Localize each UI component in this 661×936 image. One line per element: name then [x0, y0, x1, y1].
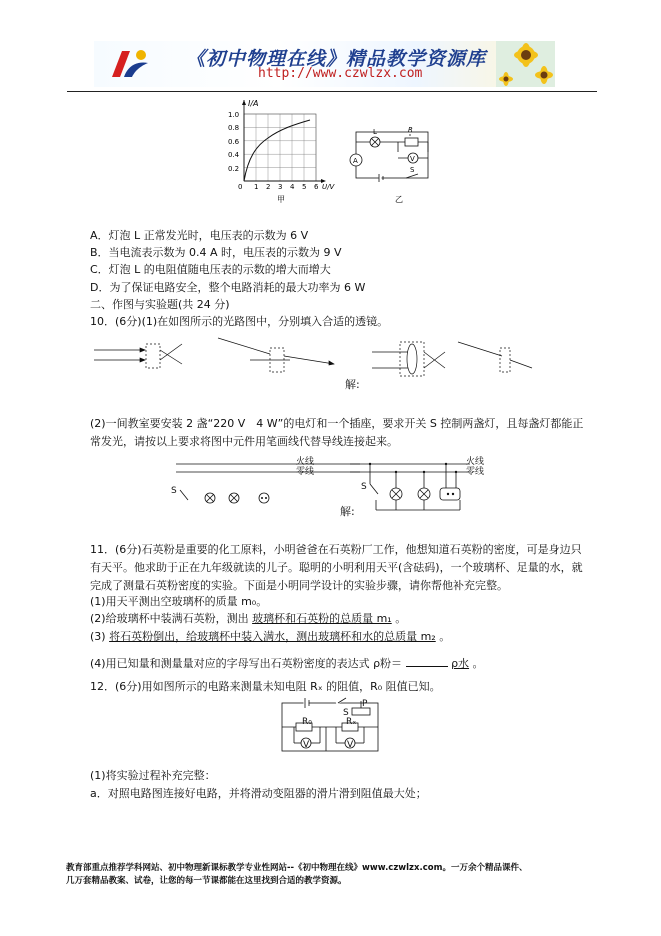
household-circuit-diagrams: [170, 456, 500, 518]
question-10-part-2: (2)一间教室要安装 2 盏“220 V 4 W”的电灯和一个插座，要求开关 S 控制两盏灯，且每盏灯都能正常发光，请按以上要求将图中元件用笔画线代替导线连接起来。: [90, 417, 584, 448]
q11-step-3-prefix: (3): [90, 630, 106, 643]
x-tick: 2: [266, 183, 271, 191]
voltmeter-label: V: [410, 155, 415, 163]
option-c: C．灯泡 L 的电阻值随电压表的示数的增大而增大: [90, 263, 331, 276]
banner-url[interactable]: http://www.czwlzx.com: [258, 66, 423, 81]
header-rule: [67, 91, 597, 92]
question-11-stem: 11．(6分)石英粉是重要的化工原料，小明爸爸在石英粉厂工作，他想知道石英粉的密度，可是身边只有天平。他求助于正在九年级就读的儿子。聪明的小明利用天平(含砝码)，一个玻璃杯、足量的水，就完成了测量石英粉密度的实验。下面是小明同学设计的实验步骤，请你帮他补充完整。: [90, 543, 583, 592]
q10-answer-label-2: 解:: [340, 505, 355, 518]
q11-step-3-answer: 将石英粉倒出，给玻璃杯中装入满水，测出玻璃杯和水的总质量 m₂: [109, 630, 436, 643]
y-tick: 0.8: [228, 124, 240, 132]
option-b: B．当电流表示数为 0.4 A 时，电压表的示数为 9 V: [90, 246, 342, 259]
ammeter-label: A: [353, 157, 358, 165]
y-tick: 0.6: [228, 138, 240, 146]
x-tick: 4: [290, 183, 295, 191]
q11-step-4-suffix: 。: [472, 657, 484, 670]
q11-step-2-prefix: (2)给玻璃杯中装满石英粉，测出: [90, 612, 249, 625]
switch-label: S: [410, 166, 415, 174]
y-tick: 0.2: [228, 165, 240, 173]
x-tick: 6: [314, 183, 319, 191]
x-tick: 1: [254, 183, 259, 191]
q11-step-1: (1)用天平测出空玻璃杯的质量 m₀。: [90, 595, 268, 608]
q12-voltmeter-label-2: V: [347, 740, 354, 750]
q12-switch-label: S: [343, 708, 349, 718]
q11-step-4-prefix: (4)用已知量和测量量对应的字母写出石英粉密度的表达式 ρ粉＝: [90, 657, 403, 670]
question-10-stem: 10．(6分)(1)在如图所示的光路图中，分别填入合适的透镜。: [90, 315, 389, 328]
y-tick: 0.4: [228, 151, 240, 159]
q10-answer-label-1: 解:: [345, 378, 360, 391]
lamp-label: L: [373, 128, 377, 136]
q12-step-title: (1)将实验过程补充完整：: [90, 769, 216, 782]
q12-circuit-diagram: [276, 697, 386, 761]
switch-label-question: S: [171, 486, 177, 496]
q12-voltmeter-label-1: V: [303, 740, 310, 750]
lens-diagrams: [90, 332, 535, 384]
neutral-wire-label: 零线: [296, 467, 315, 477]
section-heading: 二、作图与实验题(共 24 分): [90, 298, 230, 311]
q11-step-4-answer: ρ水: [451, 657, 470, 670]
sunflower-icon: [496, 41, 555, 87]
live-wire-label: 火线: [296, 457, 315, 467]
circuit-diagram-b: [350, 132, 428, 182]
option-a: A．灯泡 L 正常发光时，电压表的示数为 6 V: [90, 229, 309, 242]
x-tick: 5: [302, 183, 307, 191]
footer-line-2: 几万套精品教案、试卷，让您的每一节课都能在这里找到合适的教学资源。: [66, 876, 347, 886]
site-logo-icon: [108, 47, 150, 81]
q11-step-2: [90, 612, 406, 626]
origin-label: 0: [238, 183, 243, 191]
q11-step-2-suffix: 。: [395, 612, 407, 625]
header-banner: [94, 41, 555, 87]
footer-line-1: 教育部重点推荐学科网站、初中物理新课标教学专业性网站--《初中物理在线》www.czwlzx.com。一万余个精品课件、: [66, 863, 528, 873]
x-axis-label: U/V: [322, 183, 335, 191]
q12-step-a: a．对照电路图连接好电路，并将滑动变阻器的滑片滑到阻值最大处；: [90, 787, 427, 800]
q12-r0-label: R₀: [302, 717, 312, 727]
live-wire-label-answer: 火线: [466, 457, 485, 467]
iu-graph: [242, 100, 326, 183]
option-d: D．为了保证电路安全，整个电路消耗的最大功率为 6 W: [90, 281, 366, 294]
resistor-label: R: [408, 126, 413, 134]
q12-rx-label: Rₓ: [346, 717, 357, 727]
y-tick: 1.0: [228, 111, 240, 119]
q11-step-4: [90, 657, 484, 671]
neutral-wire-label-answer: 零线: [466, 467, 485, 477]
caption-left: 甲: [277, 195, 285, 204]
q11-step-4-blank: [406, 666, 448, 667]
q11-step-2-answer: 玻璃杯和石英粉的总质量 m₁: [252, 612, 392, 625]
x-tick: 3: [278, 183, 283, 191]
banner-title: 《初中物理在线》精品教学资源库: [186, 48, 487, 70]
q12-rheostat-label: P: [362, 699, 368, 709]
figure-graph-and-circuit: [228, 96, 443, 206]
y-axis-label: I/A: [248, 99, 259, 108]
switch-label-answer: S: [361, 482, 367, 492]
q11-step-3-suffix: 。: [439, 630, 451, 643]
question-12-stem: 12．(6分)用如图所示的电路来测量未知电阻 Rₓ 的阻值，R₀ 阻值已知。: [90, 680, 441, 693]
caption-right: 乙: [395, 195, 403, 204]
q11-step-3: [90, 630, 450, 644]
